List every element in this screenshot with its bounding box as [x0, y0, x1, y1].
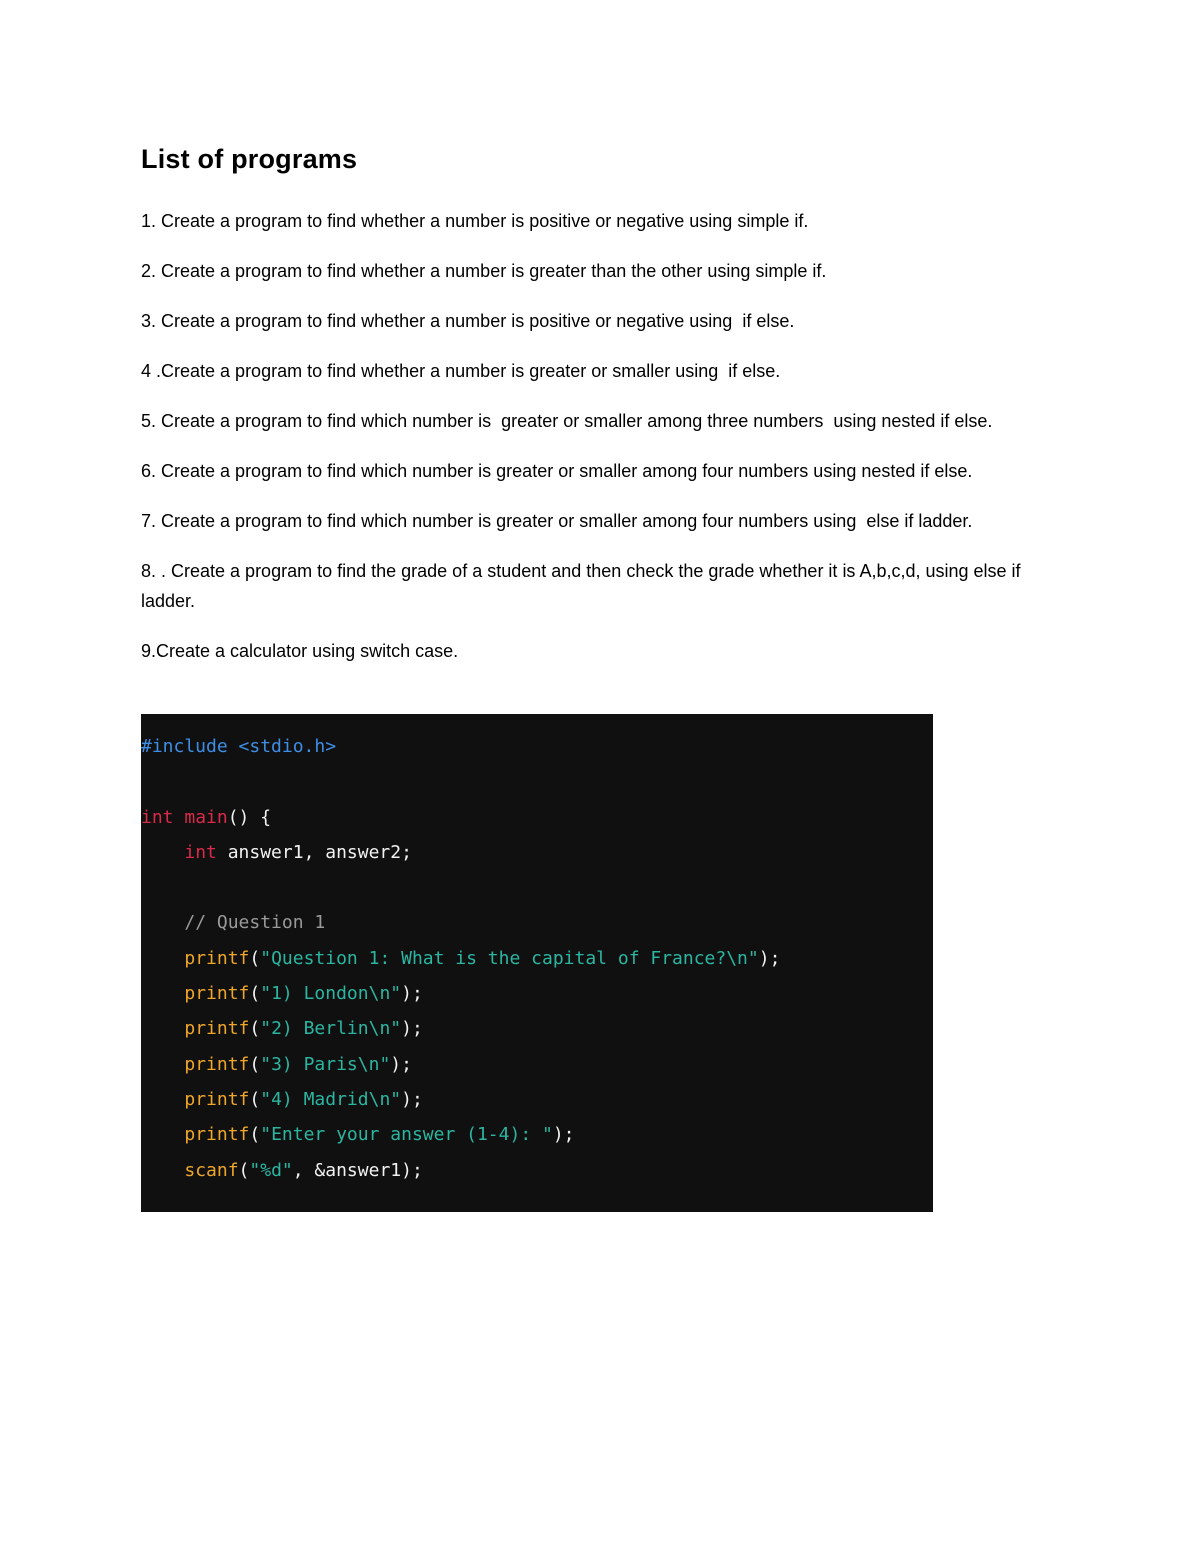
code-text	[141, 842, 184, 863]
code-line	[141, 729, 780, 764]
code-string: "Question 1: What is the capital of France?\n"	[260, 947, 759, 969]
list-item: 7. Create a program to find which number is greater or smaller among four numbers using else if ladder.	[141, 511, 973, 531]
code-function: printf	[184, 1088, 250, 1110]
code-string: "1) London\n"	[260, 983, 402, 1005]
code-text: (	[238, 1159, 250, 1181]
code-function: scanf	[184, 1159, 239, 1181]
code-text: (	[249, 983, 261, 1005]
code-text: );	[758, 947, 781, 969]
code-text: (	[249, 1088, 261, 1110]
code-string: "%d"	[249, 1159, 293, 1181]
code-preprocessor: #include <stdio.h>	[141, 736, 337, 757]
code-text: (	[249, 947, 261, 969]
code-text: () {	[227, 806, 272, 828]
list-item: 5. Create a program to find which number is greater or smaller among three numbers using nested if else.	[141, 411, 993, 431]
code-string: "2) Berlin\n"	[260, 1018, 402, 1040]
list-item: 3. Create a program to find whether a number is positive or negative using if else.	[141, 311, 795, 331]
code-text: (	[249, 1018, 261, 1040]
list-item: 1. Create a program to find whether a number is positive or negative using simple if.	[141, 211, 809, 231]
program-list	[141, 206, 1071, 686]
code-line	[141, 1047, 780, 1082]
code-listing	[141, 729, 780, 1188]
code-line	[141, 1117, 780, 1152]
code-comment: // Question 1	[184, 912, 326, 934]
code-line	[141, 870, 780, 905]
code-line	[141, 764, 780, 799]
code-line	[141, 1082, 780, 1117]
code-string: "Enter your answer (1-4): "	[260, 1124, 553, 1146]
code-text: , &answer1);	[292, 1159, 423, 1181]
code-text: answer1, answer2;	[216, 841, 412, 863]
code-function: printf	[184, 947, 250, 969]
code-string: "3) Paris\n"	[260, 1053, 391, 1075]
code-text	[141, 1160, 184, 1181]
code-line	[141, 976, 780, 1011]
code-function: printf	[184, 1053, 250, 1075]
code-line	[141, 941, 780, 976]
code-keyword: int	[184, 841, 217, 863]
code-function: printf	[184, 1018, 250, 1040]
code-text: );	[390, 1053, 412, 1075]
code-text: (	[249, 1124, 261, 1146]
code-line	[141, 1153, 780, 1188]
code-string: "4) Madrid\n"	[260, 1088, 402, 1110]
code-keyword: int	[141, 806, 174, 828]
code-line	[141, 835, 780, 870]
code-keyword: main	[184, 806, 228, 828]
code-text: );	[401, 1088, 423, 1110]
code-line	[141, 1011, 780, 1046]
code-text: );	[552, 1124, 575, 1146]
code-function: printf	[184, 983, 250, 1005]
code-text	[174, 807, 185, 828]
code-function: printf	[184, 1124, 250, 1146]
code-text	[141, 912, 184, 933]
code-text	[141, 948, 184, 969]
code-text: );	[401, 983, 423, 1005]
list-item: 9.Create a calculator using switch case.	[141, 641, 459, 661]
page-title: List of programs	[141, 144, 358, 174]
code-text: );	[401, 1018, 423, 1040]
code-text	[141, 1124, 184, 1145]
code-text	[141, 1054, 184, 1075]
code-screenshot	[141, 714, 933, 1212]
code-text: (	[249, 1053, 261, 1075]
code-line	[141, 800, 780, 835]
code-text	[141, 1089, 184, 1110]
code-line	[141, 905, 780, 940]
list-item: 2. Create a program to find whether a number is greater than the other using simple if.	[141, 261, 827, 281]
list-item: 6. Create a program to find which number is greater or smaller among four numbers using nested if else.	[141, 461, 973, 481]
list-item: 8. . Create a program to find the grade of a student and then check the grade whether it is A,b,c,d, using else if ladder.	[141, 561, 1026, 611]
list-item: 4 .Create a program to find whether a number is greater or smaller using if else.	[141, 361, 781, 381]
code-text	[141, 983, 184, 1004]
code-text	[141, 1018, 184, 1039]
